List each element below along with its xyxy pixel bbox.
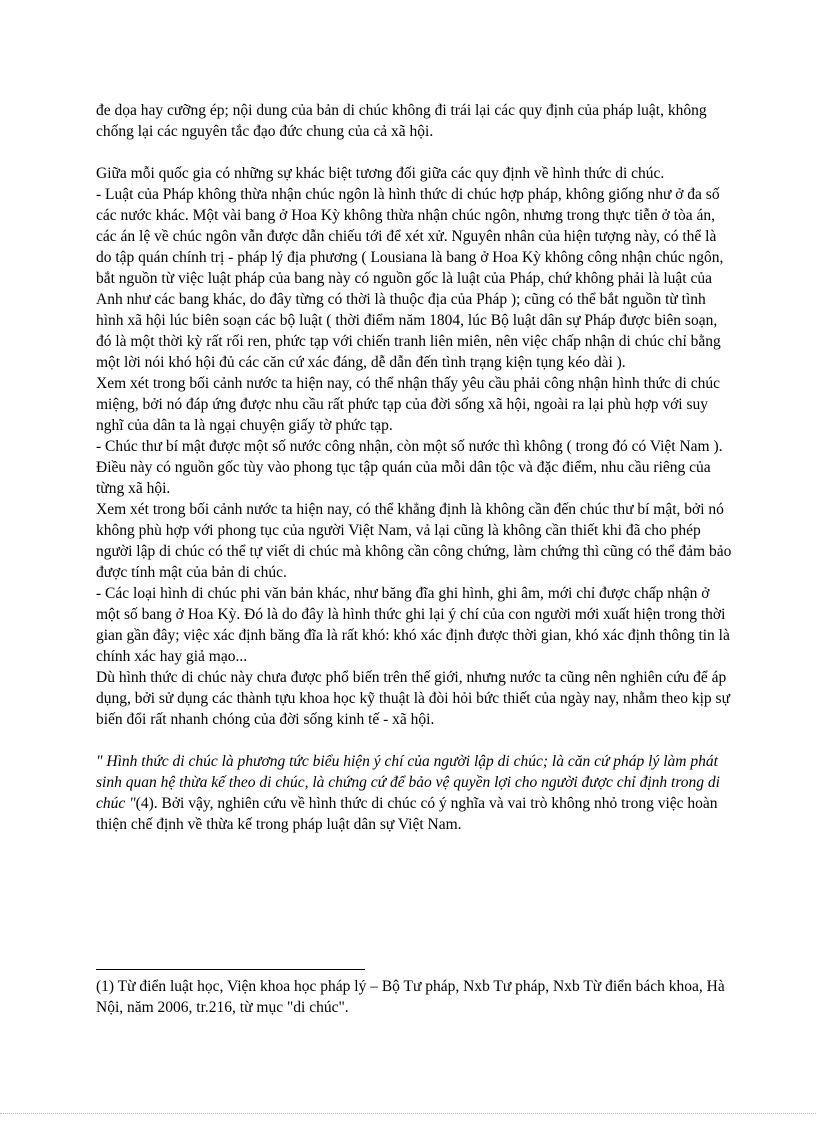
document-body <box>96 100 732 835</box>
paragraph-6: Xem xét trong bối cảnh nước ta hiện nay, có thể khẳng định là không cần đến chúc thư bí mật, bởi nó không phù hợp với phong tục của người Việt Nam, vả lại cũng là không cần thiết khi đã cho phép người lập di chúc có thể tự viết di chúc mà không cần công chứng, làm chứng thì cũng có thể đảm bảo được tính mật của bản di chúc. <box>96 501 732 581</box>
paragraph-spacer <box>96 142 732 163</box>
footnote-separator <box>96 969 365 970</box>
quote-paragraph <box>96 751 732 835</box>
paragraph-2: Giữa mỗi quốc gia có những sự khác biệt tương đối giữa các quy định về hình thức di chúc. <box>96 165 665 182</box>
paragraph-spacer <box>96 730 732 751</box>
paragraph-7: - Các loại hình di chúc phi văn bản khác, như băng đĩa ghi hình, ghi âm, mới chỉ được chấp nhận ở một số bang ở Hoa Kỳ. Đó là do đây là hình thức ghi lại ý chí của con người mới xuất hiện trong thời gian gần đây; việc xác định băng đĩa là rất khó: khó xác định được thời gian, khó xác định thông tin là chính xác hay giả mạo... <box>96 585 730 665</box>
paragraph-8: Dù hình thức di chúc này chưa được phổ biến trên thế giới, nhưng nước ta cũng nên nghiên cứu để áp dụng, bởi sử dụng các thành tựu khoa học kỹ thuật là đòi hỏi bức thiết của ngày nay, nhằm theo kịp sự biến đổi rất nhanh chóng của đời sống kinh tế - xã hội. <box>96 669 730 728</box>
quote-continuation-text: (4). Bởi vậy, nghiên cứu về hình thức di chúc có ý nghĩa và vai trò không nhỏ trong việc hoàn thiện chế định về thừa kế trong pháp luật dân sự Việt Nam. <box>96 795 718 833</box>
paragraph-1: đe dọa hay cưỡng ép; nội dung của bản di chúc không đi trái lại các quy định của pháp luật, không chống lại các nguyên tắc đạo đức chung của cả xã hội. <box>96 102 707 140</box>
quote-italic-text: " Hình thức di chúc là phương tức biểu hiện ý chí của người lập di chúc; là căn cứ pháp lý làm phát sinh quan hệ thừa kế theo di chúc, là chứng cứ để bảo vệ quyền lợi cho người được chỉ định trong di chúc " <box>96 753 720 812</box>
paragraph-5: - Chúc thư bí mật được một số nước công nhận, còn một số nước thì không ( trong đó có Việt Nam ). Điều này có nguồn gốc tùy vào phong tục tập quán của mỗi dân tộc và đặc điểm, nhu cầu riêng của từng xã hội. <box>96 438 723 497</box>
paragraph-4: Xem xét trong bối cảnh nước ta hiện nay, có thể nhận thấy yêu cầu phải công nhận hình thức di chúc miệng, bởi nó đáp ứng được nhu cầu rất phức tạp của đời sống xã hội, ngoài ra lại phù hợp với suy nghĩ của dân ta là ngại chuyện giấy tờ phức tạp. <box>96 375 720 434</box>
footnote-1: (1) Từ điển luật học, Viện khoa học pháp lý – Bộ Tư pháp, Nxb Tư pháp, Nxb Từ điển bách khoa, Hà Nội, năm 2006, tr.216, từ mục "di chúc". <box>96 978 725 1016</box>
paragraph-3: - Luật của Pháp không thừa nhận chúc ngôn là hình thức di chúc hợp pháp, không giống như ở đa số các nước khác. Một vài bang ở Hoa Kỳ không thừa nhận chúc ngôn, nhưng trong thực tiễn ở tòa án, các án lệ về chúc ngôn vẫn được dẫn chiếu tới để xét xử. Nguyên nhân của hiện tượng này, có thể là do tập quán chính trị - pháp lý địa phương ( Lousiana là bang ở Hoa Kỳ không công nhận chúc ngôn, bắt nguồn từ việc luật pháp của bang này có nguồn gốc là luật của Pháp, chứ không phải là luật của Anh như các bang khác, do đây từng có thời là thuộc địa của Pháp ); cũng có thể bắt nguồn từ tình hình xã hội lúc biên soạn các bộ luật ( thời điểm năm 1804, lúc Bộ luật dân sự Pháp được biên soạn, đó là một thời kỳ rất rối ren, phức tạp với chiến tranh liên miên, nên việc chấp nhận di chúc chỉ bằng một lời nói khó hội đủ các căn cứ xác đáng, dễ dẫn đến tình trạng kiện tụng kéo dài ). <box>96 186 724 371</box>
page-bottom-edge <box>0 1113 816 1114</box>
